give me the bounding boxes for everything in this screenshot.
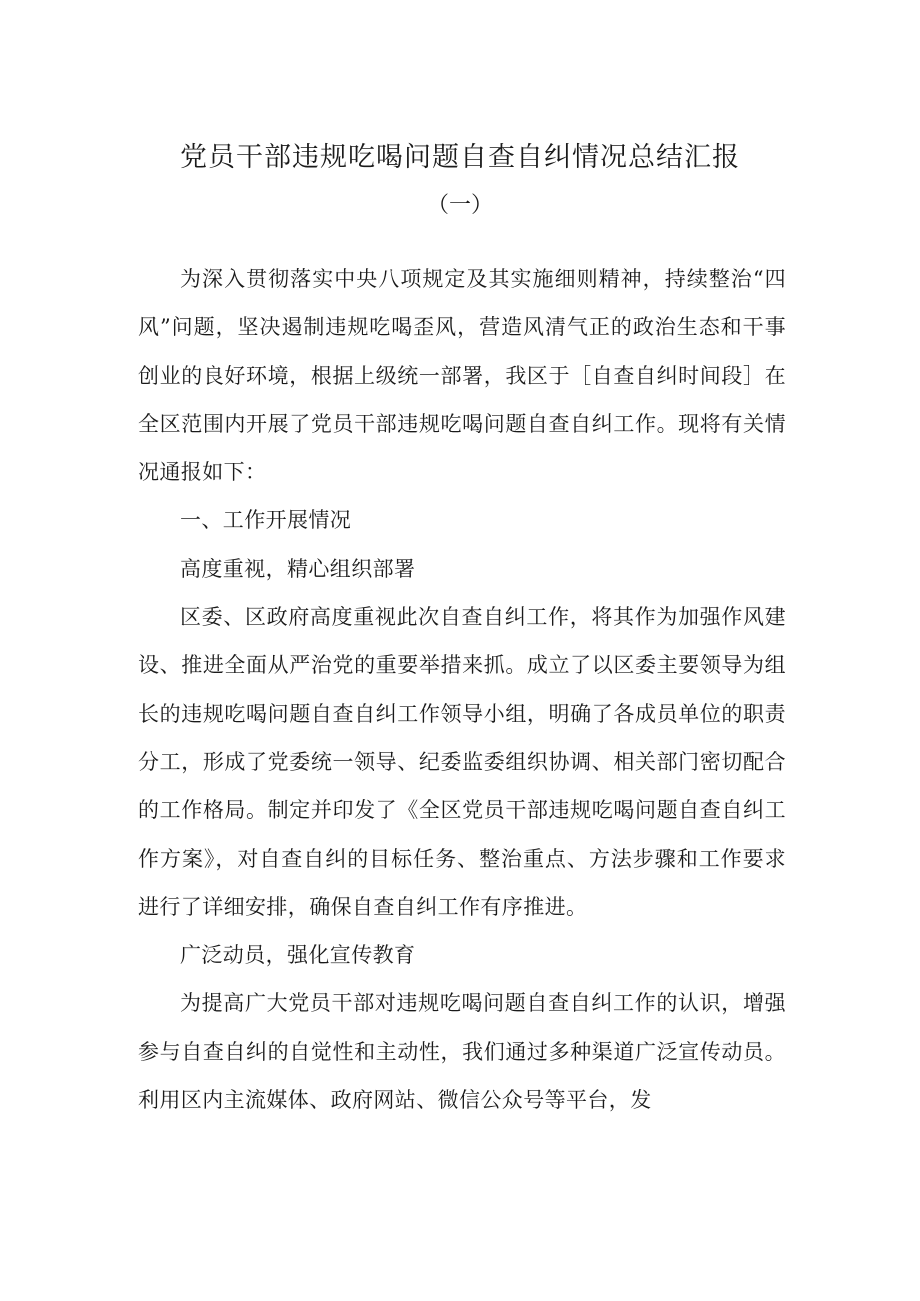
document-body (138, 255, 786, 1124)
section-number: （一） (426, 193, 493, 218)
organization-paragraph: 区委、区政府高度重视此次自查自纠工作，将其作为加强作风建设、推进全面从严治党的重要举措来抓。成立了以区委主要领导为组长的违规吃喝问题自查自纠工作领导小组，明确了各成员单位的职责分工，形成了党委统一领导、纪委监委组织协调、相关部门密切配合的工作格局。制定并印发了《全区党员干部违规吃喝问题自查自纠工作方案》，对自查自纠的目标任务、整治重点、方法步骤和工作要求进行了详细安排，确保自查自纠工作有序推进。 (138, 605, 786, 919)
subheading-organization: 高度重视，精心组织部署 (180, 556, 416, 581)
document-title: 党员干部违规吃喝问题自查自纠情况总结汇报 (180, 142, 740, 173)
subheading-publicity: 广泛动员，强化宣传教育 (180, 943, 416, 968)
section-heading-work-progress: 一、工作开展情况 (180, 508, 352, 533)
intro-paragraph: 为深入贯彻落实中央八项规定及其实施细则精神，持续整治“四风”问题，坚决遏制违规吃喝歪风，营造风清气正的政治生态和干事创业的良好环境，根据上级统一部署，我区于［自查自纠时间段］在全区范围内开展了党员干部违规吃喝问题自查自纠工作。现将有关情况通报如下： (138, 267, 786, 485)
publicity-paragraph: 为提高广大党员干部对违规吃喝问题自查自纠工作的认识，增强参与自查自纠的自觉性和主动性，我们通过多种渠道广泛宣传动员。利用区内主流媒体、政府网站、微信公众号等平台，发 (138, 991, 786, 1113)
